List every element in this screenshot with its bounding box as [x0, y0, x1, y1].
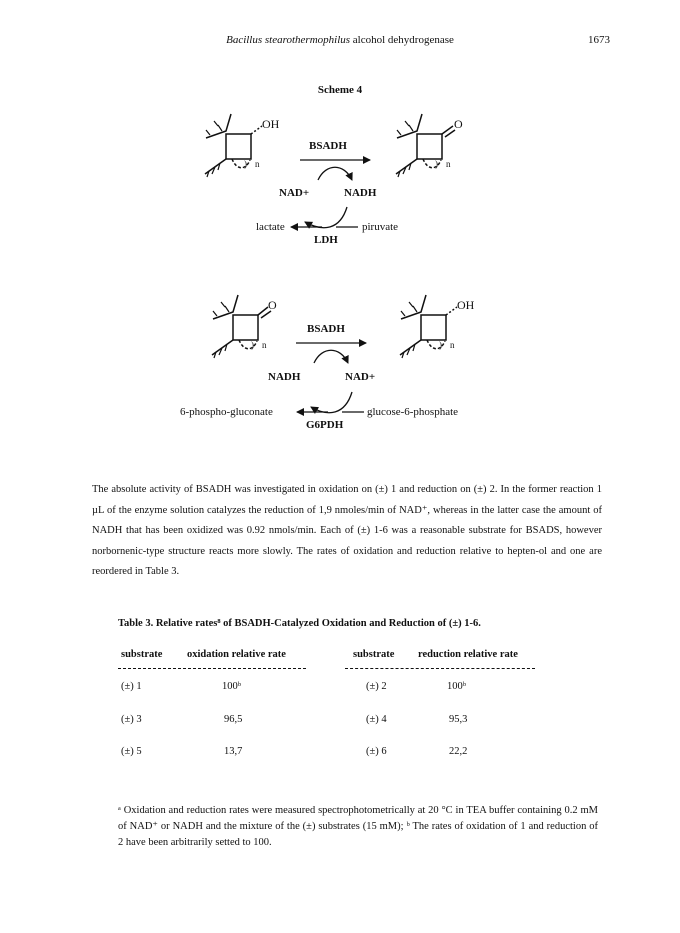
substrate-o-label: O: [268, 298, 277, 312]
recycle-curve-lower: [311, 392, 352, 413]
table-cell-r3c3: (±) 6: [366, 746, 387, 757]
scheme-title: Scheme 4: [317, 84, 363, 96]
substrate-n-label-lower: n: [262, 340, 267, 350]
recycle-product-lactate: lactate: [256, 221, 285, 233]
table-caption: Table 3. Relative rates⁸ of BSADH-Catalyzed Oxidation and Reduction of (±) 1-6.: [118, 618, 481, 629]
table-cell-r1c2: 100ᵇ: [222, 681, 242, 692]
table-rule-right: [345, 668, 535, 669]
recycle-curve-upper: [305, 207, 347, 228]
enzyme-bsadh-label-upper: BSADH: [309, 140, 347, 152]
table-cell-r2c2: 96,5: [224, 714, 243, 725]
running-title-italic: Bacillus stearothermophilus: [226, 34, 351, 46]
product-o-label: O: [454, 117, 463, 131]
table-cell-r3c2: 13,7: [224, 746, 243, 757]
table-cell-r3c1: (±) 5: [121, 746, 142, 757]
table-cell-r2c1: (±) 3: [121, 714, 142, 725]
table-header-substrate-red: substrate: [353, 649, 395, 660]
product-alcohol-structure: [400, 295, 457, 358]
cofactor-nadh-lower: NADH: [268, 371, 301, 383]
enzyme-ldh-label: LDH: [314, 234, 338, 246]
cofactor-nadplus-upper: NAD+: [279, 187, 310, 199]
cofactor-curve-upper: [318, 167, 352, 180]
bracket-glyph-3: ): [251, 340, 254, 350]
table-footnote: ᵃ Oxidation and reduction rates were measured spectrophotometrically at 20 °C in TEA buffer containing 0.2 mM of NAD⁺ or NADH and the mixture of the (±) substrates (15 mM); ᵇ The rates of oxidation of 1 and reduction of 2 have been arbitrarily setted to 100.: [118, 805, 598, 848]
bracket-glyph: ): [244, 159, 247, 169]
recycle-substrate-piruvate: piruvate: [362, 221, 399, 233]
table-cell-r3c4: 22,2: [449, 746, 468, 757]
product-n-label: n: [446, 159, 451, 169]
table-header-substrate-ox: substrate: [121, 649, 163, 660]
enzyme-g6pdh-label: G6PDH: [306, 419, 344, 431]
table-header-oxidation-rate: oxidation relative rate: [187, 649, 286, 660]
cofactor-nadplus-lower: NAD+: [345, 371, 376, 383]
page-number: 1673: [588, 34, 610, 46]
table-cell-r1c4: 100ᵇ: [447, 681, 467, 692]
enzyme-bsadh-label-lower: BSADH: [307, 323, 345, 335]
cofactor-curve-lower: [314, 350, 348, 363]
product-oh-label: OH: [457, 298, 475, 312]
running-title-rest: alcohol dehydrogenase: [350, 34, 454, 46]
substrate-alcohol-structure: [205, 114, 262, 177]
table-cell-r1c3: (±) 2: [366, 681, 387, 692]
recycle-substrate-g6p: glucose-6-phosphate: [367, 406, 459, 418]
table-cell-r2c4: 95,3: [449, 714, 468, 725]
table-cell-r1c1: (±) 1: [121, 681, 142, 692]
product-n-label-lower: n: [450, 340, 455, 350]
substrate-n-label: n: [255, 159, 260, 169]
recycle-product-gluconate: 6-phospho-gluconate: [180, 406, 273, 418]
table-header-reduction-rate: reduction relative rate: [418, 649, 518, 660]
table-rule-left: [118, 668, 306, 669]
bracket-glyph-2: ): [435, 159, 438, 169]
substrate-oh-label: OH: [262, 117, 280, 131]
bracket-glyph-4: ): [439, 340, 442, 350]
table-cell-r2c3: (±) 4: [366, 714, 387, 725]
cofactor-nadh-upper: NADH: [344, 187, 377, 199]
body-paragraph: The absolute activity of BSADH was investigated in oxidation on (±) 1 and reduction on (±) 2. In the former reaction 1 µL of the enzyme solution catalyzes the reduction of 1,9 nmoles/min of NAD⁺, whereas in the latter case the amount of NADH that has been oxidized was 0.92 nmols/min. Each of (±) 1-6 was a reasonable substrate for BSADS, however norbornenic-type structure reacts more slowly. The rates of oxidation and reduction relative to hepten-ol and one are reordered in Table 3.: [92, 484, 602, 577]
